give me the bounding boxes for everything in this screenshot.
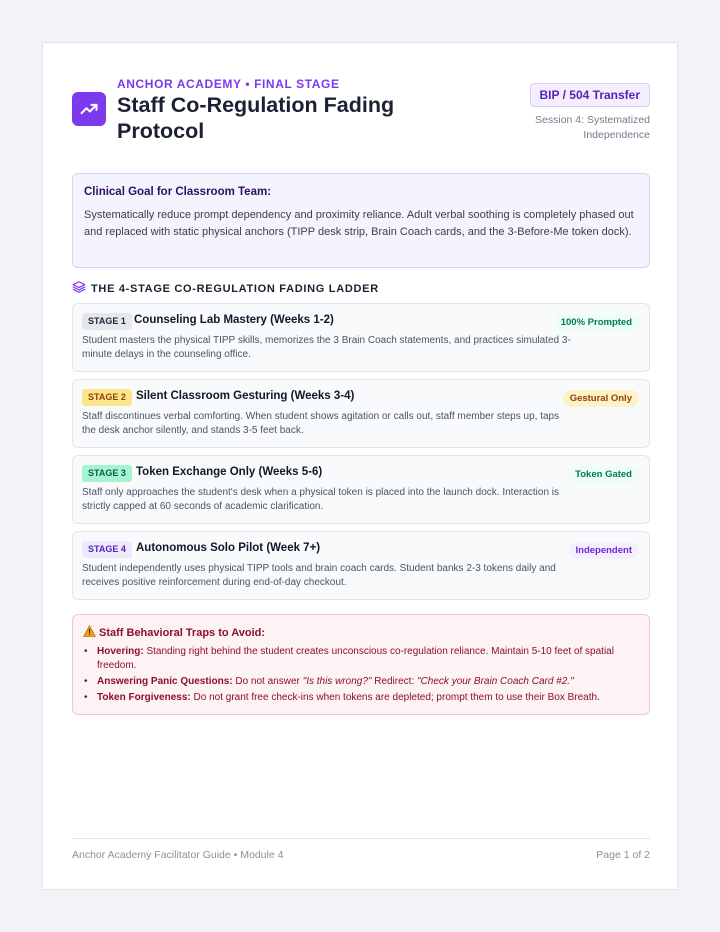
stage-card [72,379,650,448]
trap-quote: "Check your Brain Coach Card #2." [417,676,574,687]
trap-text: Standing right behind the student creates unconscious co-regulation reliance. Maintain 5-10 feet of spatial freedom. [97,646,614,671]
traps-heading [83,625,639,640]
stage-tag: STAGE 2 [82,389,132,406]
stage-title: Autonomous Solo Pilot (Week 7+) [136,542,321,554]
ladder-heading [72,282,379,296]
page-title: Staff Co-Regulation Fading Protocol [117,93,395,143]
stage-tag: STAGE 1 [82,313,132,330]
stage-title: Counseling Lab Mastery (Weeks 1-2) [134,314,334,326]
trap-label: Token Forgiveness: [97,692,191,703]
stage-description: Student masters the physical TIPP skills, memorizes the 3 Brain Coach statements, and practices simulated 3-minute delays in the counseling office. [82,335,571,360]
stage-card [72,455,650,524]
stage-card [72,303,650,372]
session-label: Session 4: Systematized Independence [535,114,650,141]
traps-box [72,614,650,715]
page-content [72,43,650,889]
eyebrow-label: ANCHOR ACADEMY • FINAL STAGE [117,77,340,91]
stage-description: Staff discontinues verbal comforting. When student shows agitation or calls out, staff member steps up, taps the desk anchor silently, and stands 3-5 feet back. [82,411,560,436]
stage-title: Silent Classroom Gesturing (Weeks 3-4) [136,390,355,402]
trap-item-token-forgiveness [83,691,639,705]
clinical-goal-box [72,173,650,268]
stage-status-pill: 100% Prompted [554,314,639,331]
stage-description: Staff only approaches the student's desk when a physical token is placed into the launch dock. Interaction is strictly capped at 60 seconds of academic clarification. [82,487,560,512]
stage-status-pill: Gestural Only [563,390,639,407]
trap-text: Redirect: [371,676,418,687]
layers-icon [72,280,86,299]
trap-label: Answering Panic Questions: [97,676,233,687]
footer-divider [72,838,650,839]
footer-guide-title: Anchor Academy Facilitator Guide • Module 4 [72,849,284,861]
goal-text: Systematically reduce prompt dependency and proximity reliance. Adult verbal soothing is completely phased out and replaced with static physical anchors (TIPP desk strip, Brain Coach cards, and the 3-Before-Me token dock). [84,209,634,238]
goal-title: Clinical Goal for Classroom Team: [84,186,272,198]
ladder-heading-text: THE 4-STAGE CO-REGULATION FADING LADDER [91,283,379,295]
stage-title: Token Exchange Only (Weeks 5-6) [136,466,323,478]
traps-title: Staff Behavioral Traps to Avoid: [99,626,266,639]
trap-text: Do not answer [232,676,303,687]
document-page [42,42,678,890]
stage-status-pill: Independent [569,542,639,559]
stage-status-pill: Token Gated [568,466,639,483]
trap-item-hovering [83,645,639,673]
transfer-badge: BIP / 504 Transfer [530,83,651,107]
trending-up-icon [72,92,106,126]
trap-label: Hovering: [97,646,144,657]
page-header [72,77,650,159]
stage-tag: STAGE 4 [82,541,132,558]
trap-text: Do not grant free check-ins when tokens are depleted; prompt them to use their Box Breath. [190,692,600,703]
traps-list [83,645,639,705]
stage-card [72,531,650,600]
warning-icon [83,625,96,640]
trap-item-panic-questions [83,675,639,689]
stage-description: Student independently uses physical TIPP tools and brain coach cards. Student banks 2-3 tokens daily and receives positive reinforcement during end-of-day checkout. [82,563,556,588]
page-number: Page 1 of 2 [596,849,650,861]
trap-quote: "Is this wrong?" [302,676,372,687]
stage-tag: STAGE 3 [82,465,132,482]
